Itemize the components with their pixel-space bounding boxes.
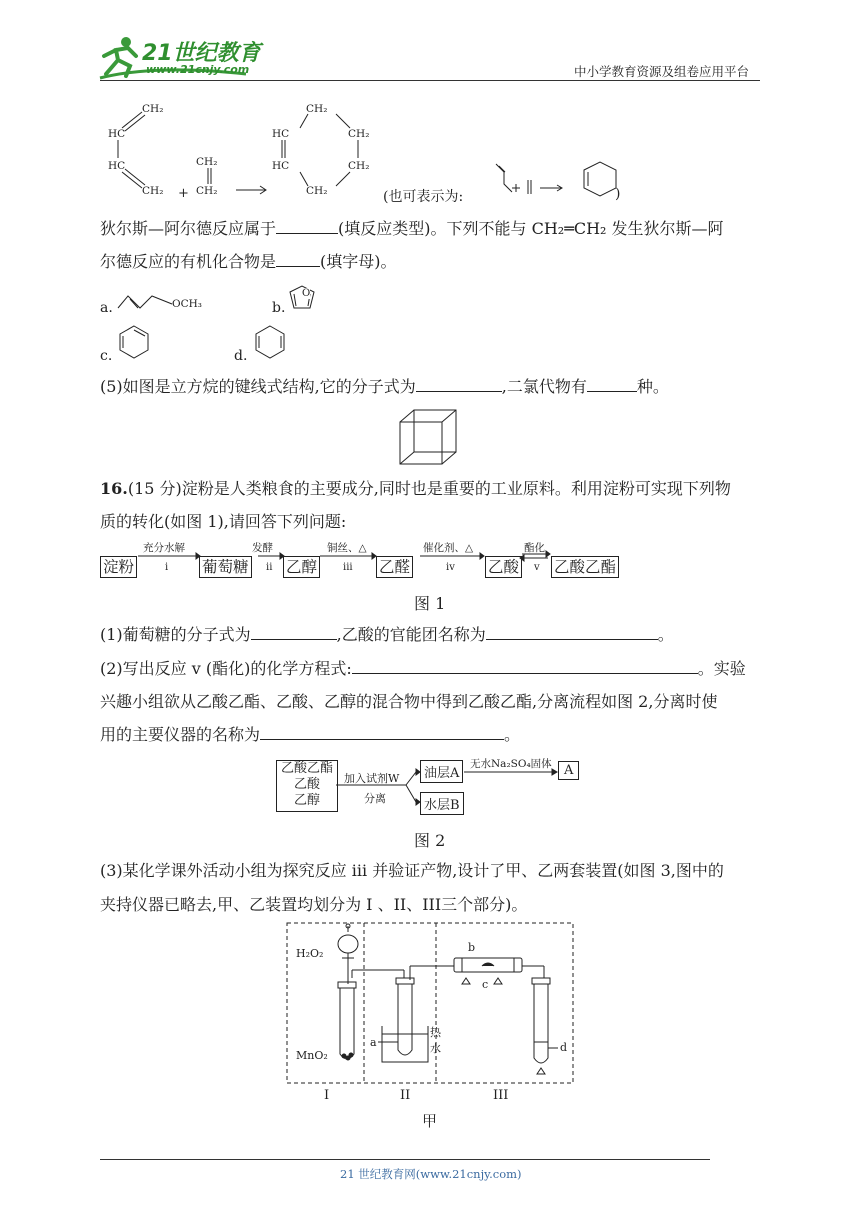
- text: (填反应类型)。下列不能与 CH₂═CH₂ 发生狄尔斯—阿: [338, 219, 724, 238]
- q16-p2-line1: [100, 659, 746, 679]
- text: ,乙酸的官能团名称为: [336, 625, 486, 644]
- hot-water-label-2: 水: [430, 1042, 441, 1055]
- h2o2-label: H₂O₂: [296, 947, 324, 960]
- label-ch2: CH₂: [348, 160, 370, 172]
- box-mixture: [276, 760, 338, 812]
- footer-text: 21 世纪教育网(www.21cnjy.com): [340, 1167, 522, 1181]
- step-ii: ii: [266, 562, 273, 573]
- q16-p2-line3: [100, 725, 520, 745]
- q15-line1: [100, 219, 724, 239]
- step-iv: iv: [446, 562, 455, 573]
- label-ch2: CH₂: [142, 185, 164, 197]
- mixture-item: 乙酸乙酯: [280, 761, 333, 776]
- option-a: a.: [100, 300, 113, 316]
- logo-text: 21世纪教育: [142, 41, 261, 66]
- step-v: v: [534, 562, 540, 573]
- answer-blank[interactable]: [486, 625, 658, 640]
- q15-line2: [100, 252, 397, 272]
- hot-water-label-1: 热: [430, 1026, 441, 1039]
- fig1-caption: 图 1: [414, 594, 446, 613]
- skeletal-note-suffix: ): [615, 186, 621, 202]
- text: 种。: [636, 377, 669, 396]
- option-b: b.: [272, 300, 286, 316]
- box-ethyl-acetate: 乙酸乙酯: [551, 556, 619, 578]
- mixture-item: 乙醇: [293, 793, 320, 808]
- text: ,二氯代物有: [501, 377, 587, 396]
- mno2-label: MnO₂: [296, 1049, 328, 1062]
- box-acetic-acid: 乙酸: [485, 556, 522, 578]
- q16-p2-line2: 兴趣小组欲从乙酸乙酯、乙酸、乙醇的混合物中得到乙酸乙酯,分离流程如图 2,分离时使: [100, 692, 718, 711]
- q16-p1: [100, 625, 674, 645]
- label-hc: HC: [108, 128, 126, 140]
- label-ch2: CH₂: [196, 185, 218, 197]
- answer-blank[interactable]: [276, 252, 320, 267]
- text: (填字母)。: [320, 252, 397, 271]
- label-hc: HC: [272, 160, 290, 172]
- box-starch: 淀粉: [100, 556, 137, 578]
- q16-p3-line1: (3)某化学课外活动小组为探究反应 iii 并验证产物,设计了甲、乙两套装置(如图 3,图中的: [100, 861, 724, 880]
- step-i: i: [165, 562, 169, 573]
- option-c: c.: [100, 348, 113, 364]
- footer-rule: [100, 1159, 710, 1160]
- logo-url: www.21cnjy.com: [146, 63, 250, 76]
- cond-copper-wire: 铜丝、△: [327, 542, 367, 554]
- answer-blank[interactable]: [587, 377, 637, 392]
- text: 用的主要仪器的名称为: [100, 725, 261, 744]
- cond-esterification: 酯化: [524, 542, 545, 554]
- section-label-2: II: [400, 1088, 411, 1103]
- box-acetaldehyde: 乙醛: [376, 556, 413, 578]
- answer-blank[interactable]: [416, 377, 502, 392]
- label-hc: HC: [108, 160, 126, 172]
- q16-line1: [100, 479, 731, 499]
- q15-part5: [100, 377, 669, 397]
- label-ch2: CH₂: [306, 103, 328, 115]
- label-hc: HC: [272, 128, 290, 140]
- mixture-item: 乙酸: [293, 777, 320, 792]
- text: (5)如图是立方烷的键线式结构,它的分子式为: [100, 377, 416, 396]
- apparatus-drawing: [286, 922, 576, 1088]
- text: (2)写出反应 v (酯化)的化学方程式:: [100, 659, 352, 678]
- option-d: d.: [234, 348, 248, 364]
- label-d: d: [560, 1041, 568, 1054]
- box-glucose: 葡萄糖: [199, 556, 252, 578]
- reagent-label: 加入试剂W: [344, 772, 400, 785]
- answer-blank[interactable]: [251, 625, 337, 640]
- apparatus-caption: 甲: [422, 1112, 438, 1130]
- label-ch2: CH₂: [348, 128, 370, 140]
- cond-hydrolysis: 充分水解: [143, 542, 185, 554]
- header-rule: [100, 80, 760, 81]
- fig2-caption: 图 2: [414, 831, 446, 850]
- text: (1)葡萄糖的分子式为: [100, 625, 251, 644]
- scheme-bonds: [100, 100, 660, 210]
- operation-label: 分离: [364, 792, 386, 805]
- q16-line2: 质的转化(如图 1),请回答下列问题:: [100, 512, 347, 531]
- text: 。: [657, 625, 674, 644]
- box-ethanol: 乙醇: [283, 556, 320, 578]
- skeletal-note-prefix: (也可表示为:: [383, 189, 464, 205]
- methoxy-label: OCH₃: [172, 298, 203, 310]
- cond-fermentation: 发酵: [252, 542, 273, 554]
- option-c-structure: [116, 322, 152, 362]
- label-a: a: [370, 1036, 377, 1049]
- label-ch2: CH₂: [196, 156, 218, 168]
- text: 。: [504, 725, 521, 744]
- section-label-3: III: [493, 1088, 509, 1103]
- drying-agent-label: 无水Na₂SO₄固体: [470, 758, 552, 770]
- box-oil-layer: 油层A: [420, 760, 463, 783]
- cubane-structure: [396, 406, 462, 468]
- answer-blank[interactable]: [260, 725, 504, 740]
- text: 。实验: [697, 659, 746, 678]
- option-a-structure: [116, 290, 176, 314]
- oxygen-atom-label: O: [302, 288, 311, 299]
- text: (15 分)淀粉是人类粮食的主要成分,同时也是重要的工业原料。利用淀粉可实现下列物: [127, 479, 731, 498]
- question-number: 16.: [100, 479, 128, 498]
- q16-p3-line2: 夹持仪器已略去,甲、乙装置均划分为 I 、II、III三个部分)。: [100, 895, 528, 914]
- box-product: A: [558, 761, 579, 780]
- text: 尔德反应的有机化合物是: [100, 252, 277, 271]
- text: 狄尔斯—阿尔德反应属于: [100, 219, 277, 238]
- plus-sign: +: [178, 186, 189, 201]
- label-c: c: [482, 978, 489, 991]
- platform-name: 中小学教育资源及组卷应用平台: [574, 64, 750, 79]
- step-iii: iii: [343, 562, 353, 573]
- section-label-1: I: [324, 1088, 330, 1103]
- answer-blank[interactable]: [352, 659, 698, 674]
- answer-blank[interactable]: [276, 219, 338, 234]
- label-ch2: CH₂: [306, 185, 328, 197]
- label-b: b: [468, 941, 476, 954]
- label-ch2: CH₂: [142, 103, 164, 115]
- cond-catalyst: 催化剂、△: [423, 542, 474, 554]
- box-water-layer: 水层B: [420, 792, 464, 815]
- option-d-structure: [252, 322, 288, 362]
